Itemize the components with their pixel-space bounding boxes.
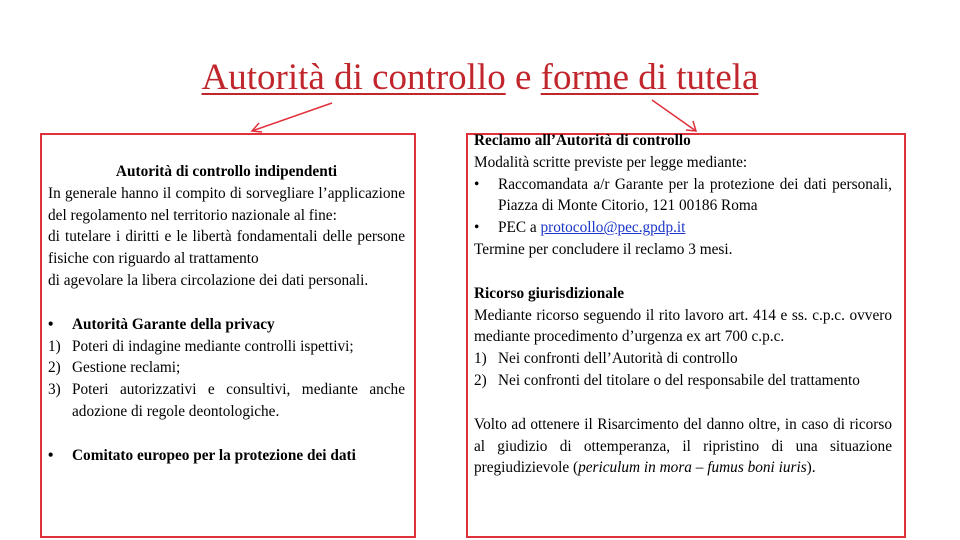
title-conjunction: e — [505, 57, 541, 98]
garante-label: Autorità Garante della privacy — [72, 315, 275, 333]
left-line-agevolare: di agevolare la libera circolazione dei dati personali. — [48, 271, 369, 289]
power-item — [48, 379, 405, 423]
bullet: • — [48, 315, 54, 333]
risarcimento-text — [474, 414, 892, 479]
ricorso-num: 2) — [474, 371, 487, 389]
power-text: Gestione reclami; — [72, 359, 181, 377]
risarcimento-end: ). — [806, 459, 816, 477]
garante-item — [48, 314, 405, 336]
risarcimento-latin: periculum in mora – fumus boni iuris — [578, 459, 807, 477]
left-line-tutelare: di tutelare i diritti e le libertà fondamentali delle persone fisiche con riguardo al trattamento — [48, 228, 405, 268]
arrow-left-line — [252, 103, 332, 131]
power-text: Poteri di indagine mediante controlli ispettivi; — [72, 337, 354, 355]
bullet: • — [48, 446, 54, 464]
title-tutela: forme di tutela — [540, 57, 759, 98]
power-text: Poteri autorizzativi e consultivi, mediante anche adozione di regole deontologiche. — [72, 381, 405, 420]
pec-email-link[interactable]: protocollo@pec.gpdp.it — [540, 219, 686, 237]
reclamo-heading: Reclamo all’Autorità di controllo — [474, 132, 691, 149]
risarcimento-main: Volto ad ottenere il Risarcimento del danno oltre, in caso di ricorso al giudizio di ottemperanza, il ripristino di una situazione pregiudizievole ( — [474, 415, 892, 477]
power-num: 2) — [48, 359, 61, 377]
ricorso-item-text: Nei confronti del titolare o del responsabile del trattamento — [498, 371, 860, 389]
pec-item — [474, 217, 892, 239]
ricorso-item-text: Nei confronti dell’Autorità di controllo — [498, 350, 738, 368]
ricorso-heading: Ricorso giurisdizionale — [474, 284, 624, 302]
power-item — [48, 336, 405, 358]
pec-prefix: PEC a — [498, 219, 541, 237]
power-item — [48, 357, 405, 379]
reclamo-item — [474, 174, 892, 218]
left-intro: In generale hanno il compito di sorvegliare l’applicazione del regolamento nel territorio nazionale al fine: — [48, 184, 405, 224]
power-num: 3) — [48, 381, 61, 399]
ricorso-item — [474, 348, 892, 370]
title-autorita: Autorità di controllo — [201, 57, 506, 98]
bullet: • — [474, 175, 480, 193]
left-heading: Autorità di controllo indipendenti — [115, 163, 338, 180]
ricorso-num: 1) — [474, 350, 487, 368]
ricorso-text: Mediante ricorso seguendo il rito lavoro art. 414 e ss. c.p.c. ovvero mediante procedimento d’urgenza ex art 700 c.p.c. — [474, 306, 892, 346]
comitato-label: Comitato europeo per la protezione dei dati — [72, 446, 356, 464]
arrow-right-line — [652, 100, 696, 131]
comitato-item — [48, 445, 405, 467]
bullet: • — [474, 219, 480, 237]
right-panel — [474, 130, 892, 479]
reclamo-termine: Termine per concludere il reclamo 3 mesi. — [474, 240, 733, 258]
reclamo-item-text: Raccomandata a/r Garante per la protezione dei dati personali, Piazza di Monte Citorio, 121 00186 Roma — [498, 175, 892, 215]
left-panel — [48, 161, 405, 467]
ricorso-item — [474, 370, 892, 392]
reclamo-intro: Modalità scritte previste per legge mediante: — [474, 153, 748, 171]
power-num: 1) — [48, 337, 61, 355]
